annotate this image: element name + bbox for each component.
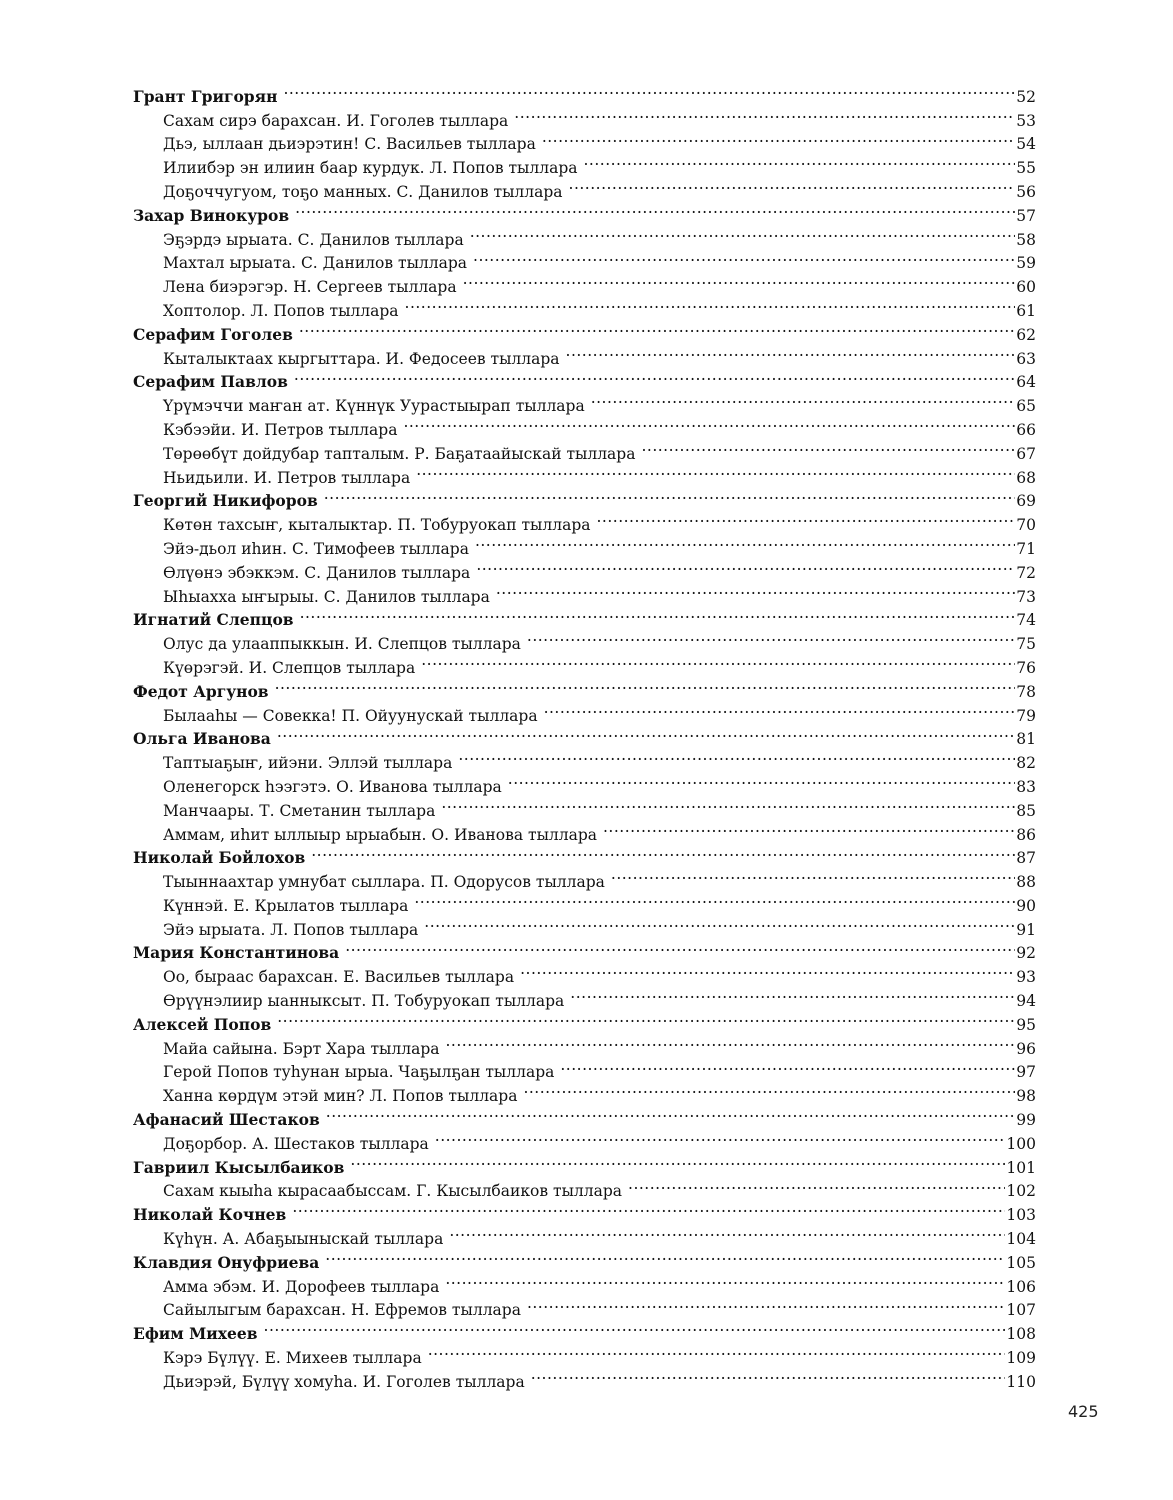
- dot-leader: [311, 840, 1015, 864]
- dot-leader: [475, 530, 1015, 554]
- dot-leader: [414, 887, 1015, 911]
- page-ref: 99: [1016, 1111, 1036, 1130]
- page-ref: 101: [1006, 1158, 1036, 1177]
- page-ref: 108: [1006, 1325, 1036, 1344]
- page-ref: 67: [1016, 444, 1036, 463]
- dot-leader: [445, 1268, 1005, 1292]
- dot-leader: [566, 340, 1016, 364]
- poem-title: Доҕорбор. А. Шестаков тыллара: [163, 1134, 429, 1153]
- page-ref: 60: [1016, 278, 1036, 297]
- page-ref: 105: [1006, 1253, 1036, 1272]
- page-ref: 98: [1016, 1087, 1036, 1106]
- author-name: Захар Винокуров: [133, 205, 290, 225]
- author-name: Мария Константинова: [133, 943, 340, 963]
- dot-leader: [473, 245, 1015, 269]
- dot-leader: [424, 911, 1015, 935]
- page-ref: 97: [1016, 1063, 1036, 1082]
- page-ref: 76: [1016, 658, 1036, 677]
- page-ref: 58: [1016, 230, 1036, 249]
- poem-title: Өрүүнэлиир ыанныксыт. П. Тобуруокап тыллара: [163, 992, 565, 1011]
- dot-leader: [324, 483, 1016, 507]
- page-ref: 94: [1016, 992, 1036, 1011]
- page-ref: 88: [1016, 873, 1036, 892]
- dot-leader: [523, 1077, 1015, 1101]
- dot-leader: [591, 387, 1016, 411]
- page-ref: 63: [1016, 349, 1036, 368]
- page-ref: 59: [1016, 254, 1036, 273]
- page-ref: 93: [1016, 968, 1036, 987]
- poem-title: Эҕэрдэ ырыата. С. Данилов тыллара: [163, 230, 464, 249]
- page-ref: 92: [1016, 944, 1036, 963]
- dot-leader: [299, 316, 1015, 340]
- page-ref: 53: [1016, 111, 1036, 130]
- poem-title: Ханна көрдүм этэй мин? Л. Попов тыллара: [163, 1087, 518, 1106]
- author-name: Николай Бойлохов: [133, 848, 306, 868]
- page-ref: 81: [1016, 730, 1036, 749]
- poem-title: Ыһыахха ыҥырыы. С. Данилов тыллара: [163, 587, 490, 606]
- author-name: Николай Кочнев: [133, 1205, 287, 1225]
- poem-title: Манчаары. Т. Сметанин тыллара: [163, 801, 436, 820]
- page-ref: 70: [1016, 516, 1036, 535]
- poem-title: Майа сайына. Бэрт Хара тыллара: [163, 1039, 440, 1058]
- page-ref: 86: [1016, 825, 1036, 844]
- poem-title: Күннэй. Е. Крылатов тыллара: [163, 896, 409, 915]
- poem-title: Сахам кыыһа кырасаабыссам. Г. Кысылбаиков тыллара: [163, 1182, 623, 1201]
- dot-leader: [560, 1054, 1015, 1078]
- page-ref: 55: [1016, 159, 1036, 178]
- poem-title: Оленегорск һээгэтэ. О. Иванова тыллара: [163, 777, 502, 796]
- poem-title: Кэбээйи. И. Петров тыллара: [163, 420, 398, 439]
- dot-leader: [277, 1006, 1015, 1030]
- dot-leader: [611, 863, 1015, 887]
- poem-title: Лена биэрэгэр. Н. Сергеев тыллара: [163, 278, 457, 297]
- dot-leader: [641, 435, 1015, 459]
- poem-title: Кэрэ Бүлүү. Е. Михеев тыллара: [163, 1349, 422, 1368]
- author-name: Ольга Иванова: [133, 729, 271, 749]
- poem-title: Көтөн тахсыҥ, кыталыктар. П. Тобуруокап тыллара: [163, 516, 591, 535]
- page-ref: 61: [1016, 301, 1036, 320]
- page-ref: 85: [1016, 801, 1036, 820]
- page-ref: 57: [1016, 206, 1036, 225]
- toc-author-entry: [133, 1315, 1036, 1344]
- author-name: Алексей Попов: [133, 1014, 272, 1034]
- author-name: Серафим Гоголев: [133, 324, 293, 344]
- poem-title: Дьэ, ыллаан дьиэрэтин! С. Васильев тыллара: [163, 135, 536, 154]
- dot-leader: [405, 292, 1016, 316]
- poem-title: Оо, быраас барахсан. Е. Васильев тыллара: [163, 968, 515, 987]
- dot-leader: [421, 649, 1015, 673]
- page-ref: 56: [1016, 182, 1036, 201]
- page-ref: 109: [1006, 1349, 1036, 1368]
- page-ref: 106: [1006, 1277, 1036, 1296]
- table-of-contents: [133, 78, 1036, 1391]
- page-ref: 54: [1016, 135, 1036, 154]
- page-ref: 74: [1016, 611, 1036, 630]
- page-ref: 78: [1016, 682, 1036, 701]
- page-ref: 102: [1006, 1182, 1036, 1201]
- dot-leader: [476, 554, 1015, 578]
- poem-title: Амма эбэм. И. Дорофеев тыллара: [163, 1277, 440, 1296]
- page-ref: 72: [1016, 563, 1036, 582]
- dot-leader: [544, 697, 1016, 721]
- poem-title: Дьиэрэй, Бүлүү хомуһа. И. Гоголев тыллара: [163, 1372, 525, 1391]
- poem-title: Сахам сирэ барахсан. И. Гоголев тыллара: [163, 111, 509, 130]
- toc-poem-entry: [133, 1339, 1036, 1368]
- page-ref: 65: [1016, 397, 1036, 416]
- dot-leader: [277, 721, 1015, 745]
- page-ref: 71: [1016, 539, 1036, 558]
- poem-title: Күһүн. А. Абаҕыыныскай тыллара: [163, 1230, 444, 1249]
- dot-leader: [283, 78, 1015, 102]
- dot-leader: [292, 1196, 1005, 1220]
- dot-leader: [514, 102, 1015, 126]
- dot-leader: [325, 1244, 1005, 1268]
- page-ref: 79: [1016, 706, 1036, 725]
- dot-leader: [345, 935, 1015, 959]
- poem-title: Тыыннаахтар умнубат сыллара. П. Одорусов тыллара: [163, 873, 605, 892]
- poem-title: Доҕоччугуом, тоҕо манных. С. Данилов тыллара: [163, 182, 563, 201]
- page-ref: 66: [1016, 420, 1036, 439]
- poem-title: Эйэ-дьол иһин. С. Тимофеев тыллара: [163, 539, 469, 558]
- poem-title: Олус да улааппыккын. И. Слепцов тыллара: [163, 635, 521, 654]
- dot-leader: [416, 459, 1015, 483]
- author-name: Афанасий Шестаков: [133, 1110, 320, 1130]
- page-ref: 73: [1016, 587, 1036, 606]
- dot-leader: [583, 149, 1015, 173]
- poem-title: Эйэ ырыата. Л. Попов тыллара: [163, 920, 419, 939]
- dot-leader: [527, 625, 1015, 649]
- page-ref: 107: [1006, 1301, 1036, 1320]
- page-ref: 75: [1016, 635, 1036, 654]
- page-ref: 69: [1016, 492, 1036, 511]
- dot-leader: [275, 673, 1016, 697]
- dot-leader: [446, 1030, 1016, 1054]
- dot-leader: [300, 602, 1016, 626]
- author-name: Георгий Никифоров: [133, 491, 318, 511]
- page-ref: 91: [1016, 920, 1036, 939]
- page-ref: 62: [1016, 325, 1036, 344]
- poem-title: Таптыаҕыҥ, ийэни. Эллэй тыллара: [163, 754, 453, 773]
- poem-title: Төрөөбүт дойдубар тапталым. Р. Баҕатаайыскай тыллара: [163, 444, 636, 463]
- poem-title: Аммам, иһит ыллыыр ырыабын. О. Иванова тыллара: [163, 825, 597, 844]
- page-ref: 90: [1016, 896, 1036, 915]
- poem-title: Хоптолор. Л. Попов тыллара: [163, 301, 399, 320]
- poem-title: Былааһы — Совекка! П. Ойуунускай тыллара: [163, 706, 538, 725]
- page-ref: 83: [1016, 777, 1036, 796]
- dot-leader: [295, 197, 1015, 221]
- dot-leader: [350, 1149, 1005, 1173]
- dot-leader: [508, 768, 1015, 792]
- poem-title: Өлүөнэ эбэккэм. С. Данилов тыллара: [163, 563, 471, 582]
- author-name: Федот Аргунов: [133, 681, 269, 701]
- page-ref: 82: [1016, 754, 1036, 773]
- page-ref: 100: [1006, 1134, 1036, 1153]
- poem-title: Герой Попов туһунан ырыа. Чаҕылҕан тыллара: [163, 1063, 555, 1082]
- page-ref: 96: [1016, 1039, 1036, 1058]
- author-name: Ефим Михеев: [133, 1324, 258, 1344]
- page-ref: 52: [1016, 87, 1036, 106]
- toc-author-entry: [133, 78, 1036, 106]
- dot-leader: [569, 173, 1016, 197]
- dot-leader: [520, 958, 1015, 982]
- dot-leader: [463, 268, 1016, 292]
- page-number: 425: [1068, 1402, 1099, 1421]
- dot-leader: [603, 816, 1015, 840]
- dot-leader: [628, 1173, 1005, 1197]
- dot-leader: [470, 221, 1016, 245]
- dot-leader: [441, 792, 1015, 816]
- author-name: Грант Григорян: [133, 86, 278, 106]
- dot-leader: [597, 506, 1016, 530]
- page-ref: 103: [1006, 1206, 1036, 1225]
- dot-leader: [449, 1220, 1005, 1244]
- dot-leader: [264, 1315, 1006, 1339]
- dot-leader: [458, 744, 1015, 768]
- poem-title: Күөрэгэй. И. Слепцов тыллара: [163, 658, 416, 677]
- author-name: Серафим Павлов: [133, 372, 288, 392]
- dot-leader: [326, 1101, 1016, 1125]
- poem-title: Сайылыгым барахсан. Н. Ефремов тыллара: [163, 1301, 521, 1320]
- page-ref: 110: [1006, 1372, 1036, 1391]
- dot-leader: [435, 1125, 1006, 1149]
- author-name: Игнатий Слепцов: [133, 610, 294, 630]
- poem-title: Илиибэр эн илиин баар курдук. Л. Попов тыллара: [163, 159, 578, 178]
- poem-title: Махтал ырыата. С. Данилов тыллара: [163, 254, 468, 273]
- dot-leader: [527, 1292, 1005, 1316]
- dot-leader: [542, 126, 1015, 150]
- poem-title: Кыталыктаах кыргыттара. И. Федосеев тыллара: [163, 349, 560, 368]
- page-ref: 64: [1016, 373, 1036, 392]
- page-ref: 104: [1006, 1230, 1036, 1249]
- page-ref: 87: [1016, 849, 1036, 868]
- dot-leader: [403, 411, 1015, 435]
- poem-title: Үрүмэччи маҥан ат. Күннүк Уурастыырап тыллара: [163, 397, 585, 416]
- dot-leader: [294, 364, 1015, 388]
- dot-leader: [496, 578, 1015, 602]
- dot-leader: [570, 982, 1015, 1006]
- page-ref: 68: [1016, 468, 1036, 487]
- dot-leader: [531, 1363, 1006, 1387]
- author-name: Гавриил Кысылбаиков: [133, 1157, 345, 1177]
- author-name: Клавдия Онуфриева: [133, 1252, 320, 1272]
- dot-leader: [428, 1339, 1006, 1363]
- page-ref: 95: [1016, 1015, 1036, 1034]
- poem-title: Ньидьили. И. Петров тыллара: [163, 468, 411, 487]
